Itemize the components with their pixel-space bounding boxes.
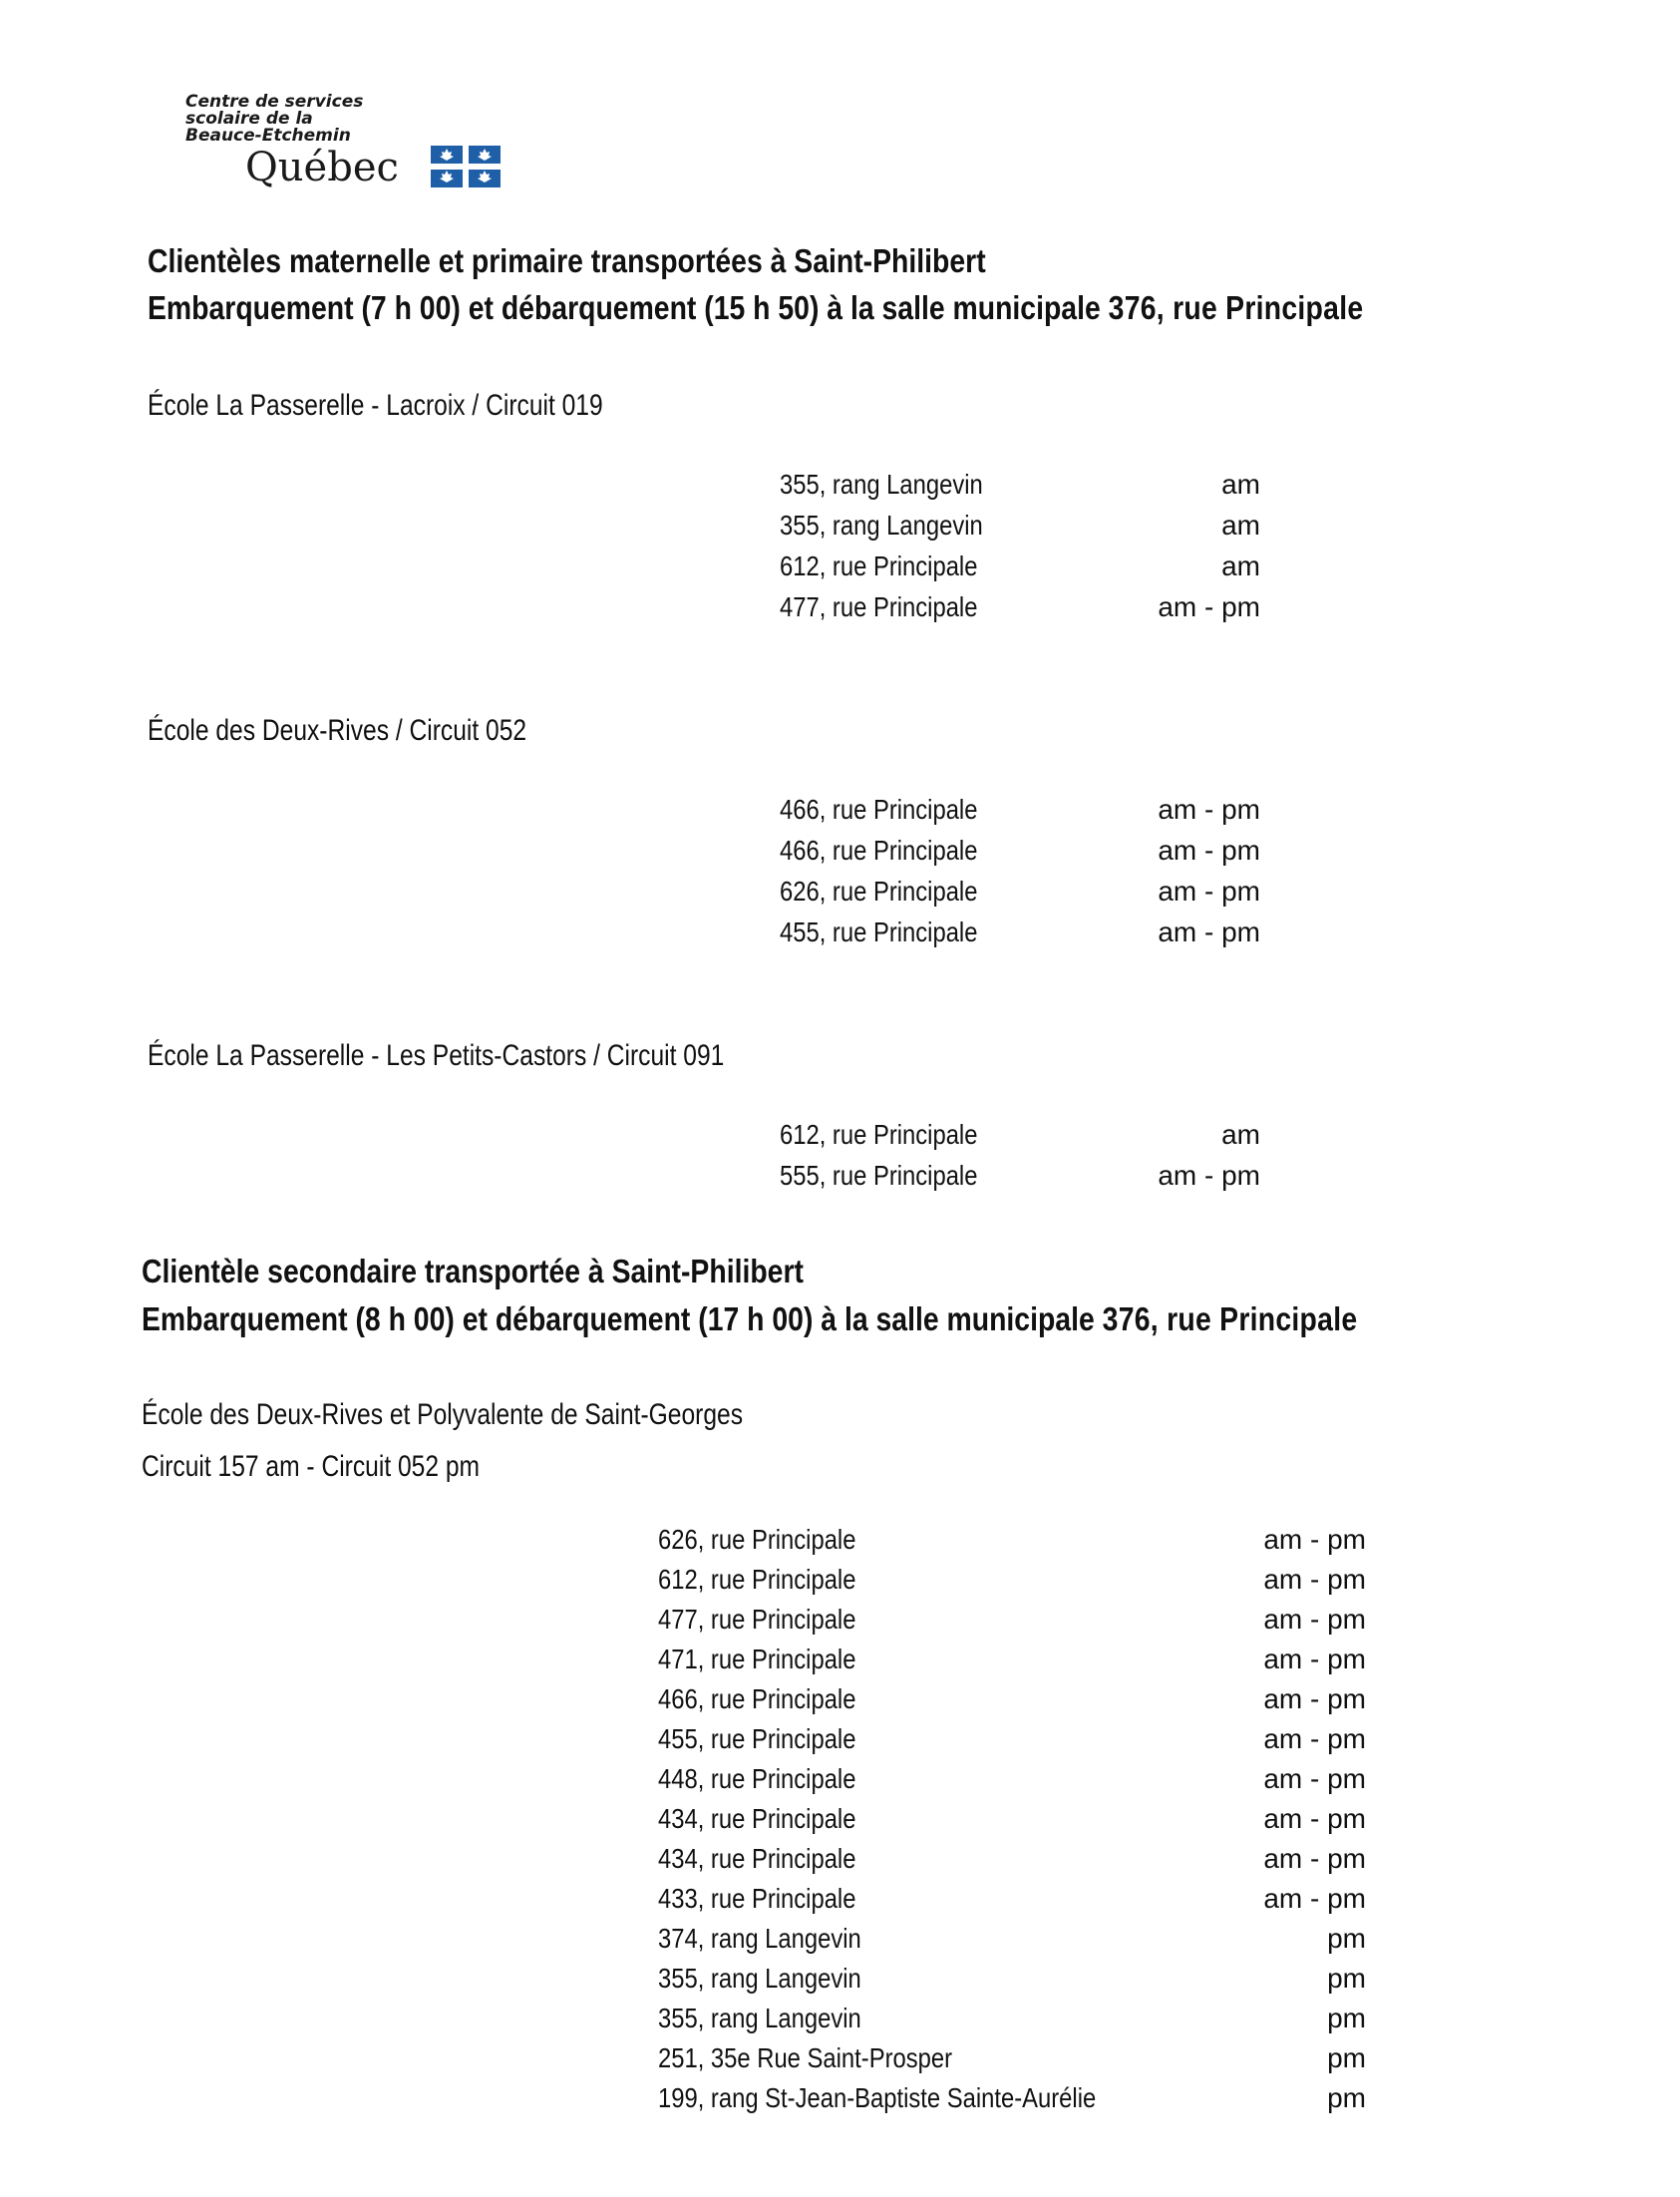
stop-address: 555, rue Principale xyxy=(780,1160,978,1191)
stop-time: am - pm xyxy=(1158,1160,1260,1191)
stop-address: 477, rue Principale xyxy=(658,1604,856,1635)
stop-row xyxy=(658,2038,1366,2078)
section2-subtitle-line xyxy=(142,1294,1357,1344)
stop-time: am - pm xyxy=(1158,794,1260,825)
stop-address: 612, rue Principale xyxy=(780,550,978,581)
logo-org-line-1: Centre de services xyxy=(185,92,364,112)
stop-time: am xyxy=(1221,469,1260,500)
stop-time: am - pm xyxy=(1263,1843,1366,1874)
stop-row xyxy=(780,506,1260,546)
stop-time: pm xyxy=(1327,1963,1366,1994)
stop-address: 433, rue Principale xyxy=(658,1883,856,1914)
stop-time: am - pm xyxy=(1158,591,1260,622)
section1-subtitle-line xyxy=(148,283,1363,333)
stop-row xyxy=(780,913,1260,952)
stop-time: am xyxy=(1221,510,1260,541)
stop-time: am xyxy=(1221,550,1260,581)
section2-circuit-heading: Circuit 157 am - Circuit 052 pm xyxy=(142,1450,481,1483)
stop-row xyxy=(780,1115,1260,1155)
stop-row xyxy=(658,1719,1366,1759)
stop-address: 374, rang Langevin xyxy=(658,1923,861,1954)
logo-org-line-3: Beauce-Etchemin xyxy=(185,126,351,146)
stop-row xyxy=(658,1999,1366,2038)
stop-address: 199, rang St-Jean-Baptiste Sainte-Aurélie xyxy=(658,2082,1097,2113)
section1-title: Clientèles maternelle et primaire transportées à Saint-Philibert xyxy=(148,242,986,279)
stop-time: am - pm xyxy=(1263,1564,1366,1595)
stop-time: pm xyxy=(1327,1923,1366,1954)
school-heading-2: École des Deux-Rives / Circuit 052 xyxy=(148,714,527,747)
stop-time: am - pm xyxy=(1263,1723,1366,1754)
stop-time: pm xyxy=(1327,2042,1366,2073)
stop-address: 626, rue Principale xyxy=(658,1524,856,1555)
stop-address: 355, rang Langevin xyxy=(658,1963,861,1994)
stop-row xyxy=(658,1600,1366,1640)
organization-logo xyxy=(185,94,524,193)
stop-row xyxy=(658,1759,1366,1799)
stop-time: am - pm xyxy=(1263,1883,1366,1914)
stop-address: 471, rue Principale xyxy=(658,1644,856,1674)
stop-address: 434, rue Principale xyxy=(658,1803,856,1834)
stop-row xyxy=(780,872,1260,912)
stop-row xyxy=(780,587,1260,627)
stop-address: 477, rue Principale xyxy=(780,591,978,622)
stop-time: am - pm xyxy=(1263,1604,1366,1635)
stop-address: 455, rue Principale xyxy=(780,916,978,947)
stop-row xyxy=(658,1919,1366,1959)
stop-time: am - pm xyxy=(1158,876,1260,907)
section2-location: 376, rue Principale xyxy=(1102,1300,1358,1337)
stop-address: 612, rue Principale xyxy=(780,1119,978,1150)
stop-address: 355, rang Langevin xyxy=(780,469,983,500)
stop-row xyxy=(780,1156,1260,1196)
logo-org-line-2: scolaire de la xyxy=(185,109,313,129)
stop-time: am - pm xyxy=(1263,1683,1366,1714)
stop-time: pm xyxy=(1327,2003,1366,2033)
stop-address: 466, rue Principale xyxy=(780,794,978,825)
stop-address: 466, rue Principale xyxy=(780,835,978,866)
stop-time: am - pm xyxy=(1263,1644,1366,1674)
stop-time: pm xyxy=(1327,2082,1366,2113)
school-heading-3: École La Passerelle - Les Petits-Castors / Circuit 091 xyxy=(148,1039,725,1072)
section1-location: 376, rue Principale xyxy=(1108,289,1364,326)
stop-time: am - pm xyxy=(1158,835,1260,866)
section2-title: Clientèle secondaire transportée à Saint-Philibert xyxy=(142,1253,804,1289)
stop-time: am xyxy=(1221,1119,1260,1150)
stop-row xyxy=(658,2078,1366,2118)
stop-row xyxy=(658,1640,1366,1679)
stop-address: 251, 35e Rue Saint-Prosper xyxy=(658,2042,953,2073)
stop-address: 434, rue Principale xyxy=(658,1843,856,1874)
stop-row xyxy=(780,790,1260,830)
stop-address: 612, rue Principale xyxy=(658,1564,856,1595)
stop-address: 355, rang Langevin xyxy=(780,510,983,541)
stop-row xyxy=(658,1799,1366,1839)
stop-address: 626, rue Principale xyxy=(780,876,978,907)
stop-row xyxy=(658,1560,1366,1600)
stop-row xyxy=(780,465,1260,505)
stop-address: 355, rang Langevin xyxy=(658,2003,861,2033)
stop-time: am - pm xyxy=(1263,1803,1366,1834)
stop-address: 455, rue Principale xyxy=(658,1723,856,1754)
stop-row xyxy=(780,831,1260,871)
stop-address: 448, rue Principale xyxy=(658,1763,856,1794)
stop-row xyxy=(658,1839,1366,1879)
stop-row xyxy=(658,1679,1366,1719)
section2-subtitle: Embarquement (8 h 00) et débarquement (17 h 00) à la salle municipale xyxy=(142,1300,1095,1337)
section1-subtitle: Embarquement (7 h 00) et débarquement (15 h 50) à la salle municipale xyxy=(148,289,1101,326)
stop-time: am - pm xyxy=(1158,916,1260,947)
stop-row xyxy=(658,1520,1366,1560)
logo-wordmark: Québec xyxy=(245,145,399,190)
stop-time: am - pm xyxy=(1263,1524,1366,1555)
school-heading-1: École La Passerelle - Lacroix / Circuit 019 xyxy=(148,389,603,422)
section2-school-heading: École des Deux-Rives et Polyvalente de Saint-Georges xyxy=(142,1398,744,1431)
quebec-flag-icon xyxy=(431,146,501,187)
stop-row xyxy=(658,1879,1366,1919)
stop-address: 466, rue Principale xyxy=(658,1683,856,1714)
stop-time: am - pm xyxy=(1263,1763,1366,1794)
stop-row xyxy=(658,1959,1366,1999)
stop-row xyxy=(780,547,1260,586)
